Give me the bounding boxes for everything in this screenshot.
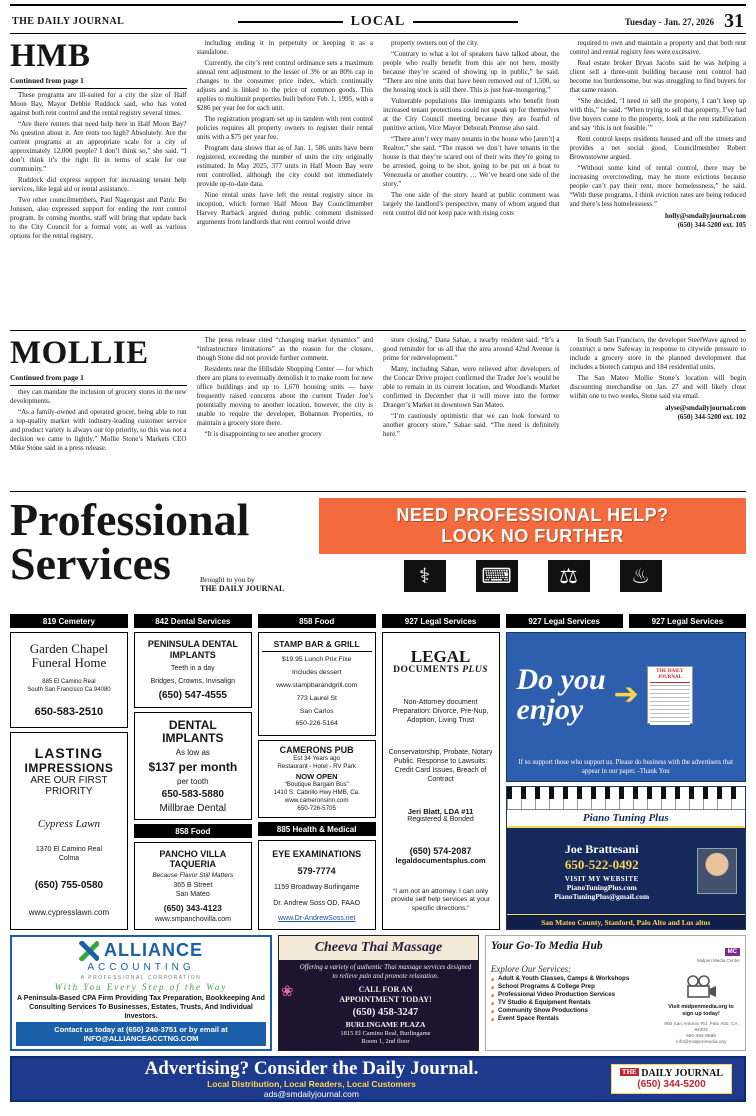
ad-price: $137 per month — [148, 759, 238, 774]
ad-title — [138, 719, 248, 745]
ad-person-name: Jeri Blatt, LDA #11 — [407, 807, 474, 817]
thumbnail-brand: THE DAILY JOURNAL — [650, 669, 690, 683]
address-line: San Mateo — [175, 890, 210, 898]
contact-email: alyse@smdailyjournal.com — [665, 404, 746, 412]
address-line: 1410 S. Cabrillo Hwy HMB, Ca. — [273, 788, 360, 796]
ad-business-name: Cypress Lawn — [37, 817, 101, 830]
hmb-column-2 — [197, 39, 374, 326]
paragraph: “As a family-owned and operated grocer, being able to run a top-quality market with industry-leading customer service and product variety is always our top priority, so this was not a decision we came to lightly,” Mollie Stone’s Markets CEO Mike Stone said in a press release. — [10, 408, 187, 452]
article-hmb — [10, 34, 746, 326]
ad-text-block: A Peninsula-Based CPA Firm Providing Tax Preparation, Bookkeeping And Consulting Services To Businesses, Estates, Trusts, And Individual Investors. — [17, 994, 265, 1020]
category-bar-dental: 842 Dental Services — [134, 614, 252, 628]
ad-headline-line: IMPRESSIONS — [24, 761, 114, 776]
piano-ad-body — [507, 828, 745, 914]
ad-title — [138, 849, 248, 869]
list-item: ■ TV Studio & Equipment Rentals — [491, 999, 658, 1007]
classified-column-legal — [382, 614, 500, 930]
mollie-column-1 — [10, 336, 187, 487]
category-bar-food: 858 Food — [258, 614, 376, 628]
paragraph: Program data shows that as of Jan. 1, 586 units have been registered, exceeding the number of units the city originally estimated. In May 2025, 377 units in Half Moon Bay were rent controlled, although the city could not immediately provide up-to-date data. — [196, 144, 373, 188]
list-item: ■ Adult & Youth Classes, Camps & Workshops — [491, 975, 658, 983]
ad-stamp-bar-grill — [258, 632, 376, 736]
ad-title — [138, 639, 248, 660]
brand-rest: DAILY JOURNAL — [641, 1068, 723, 1079]
ad-title-line2: Funeral Home — [31, 654, 107, 670]
paragraph: property owners out of the city. — [391, 39, 479, 47]
professional-services-banner — [10, 491, 746, 609]
midpen-logo-name: Midpen Media Center — [696, 958, 740, 963]
ad-text-line: Includes dessert — [291, 669, 342, 677]
ad-address — [138, 882, 248, 899]
enjoy-main — [507, 633, 745, 756]
address-line: San Carlos — [299, 707, 334, 715]
ad-address — [14, 846, 124, 863]
address-line: 1159 Broadway Burlingame — [273, 883, 360, 891]
mediahub-header — [491, 940, 740, 963]
ad-title-line2: IMPLANTS — [162, 730, 224, 745]
paragraph: including ending it in perpetuity or keeping it as a standalone. — [196, 39, 373, 56]
section-title — [238, 14, 519, 30]
cheeva-body — [279, 960, 478, 1050]
icon-glyph: ♨ — [631, 563, 650, 588]
icon-glyph: ⚖ — [559, 563, 578, 588]
ad-phone: (650) 755-0580 — [34, 880, 104, 892]
enjoy-line2: enjoy — [516, 692, 584, 726]
cta-line2: APPOINTMENT TODAY! — [339, 994, 432, 1004]
ad-phone: 650-583-5880 — [161, 788, 224, 800]
icon-glyph: ⚕ — [418, 563, 431, 588]
ad-title-line2: TAQUERIA — [169, 858, 216, 869]
need-help-banner — [319, 498, 746, 554]
piano-keys-image — [507, 787, 745, 809]
banner-subline: Local Distribution, Local Readers, Local Customers — [207, 1079, 416, 1089]
mollie-byline — [570, 404, 747, 422]
video-camera-icon — [684, 975, 718, 999]
alliance-header — [16, 940, 266, 961]
ad-phone: 579-7774 — [297, 865, 336, 876]
classified-ads-grid — [10, 614, 746, 930]
contact-phone: (650) 344-5200 ext. 105 — [677, 221, 746, 229]
ad-title: EYE EXAMINATIONS — [272, 848, 362, 859]
ad-email: PianoTuningPlus@gmail.com — [554, 891, 650, 901]
paragraph: “Without some kind of rental control, there may be increasing overcrowding, may be more evictions because people can’t pay their rent, more homelessness,” he said. “With these programs, I think eviction rates are being reduced and there’s less homelessness.” — [569, 164, 746, 208]
article-mollie — [10, 331, 746, 487]
brand-name: THE DAILY JOURNAL — [200, 584, 285, 593]
ad-tagline: With You Every Step of the Way — [54, 982, 228, 993]
ad-phone: (650) 547-4555 — [158, 690, 227, 701]
category-bar-legal: 927 Legal Services — [506, 614, 623, 628]
ad-text-line: “Boutique Bargain Bus” — [284, 780, 349, 788]
address-line: South San Francisco Ca 94080 — [27, 686, 111, 693]
ad-phone: 650-522-0492 — [564, 856, 639, 872]
ad-business-name: Millbrae Dental — [159, 802, 227, 814]
paragraph: “There aren’t very many tenants in the house who [aren’t] a Realtor,” she said. “The reason we don’t have tenants in the house is that they’re scared out of their wits they’re going to be arrested, going to be shot, going to be put on a boat to Venezuela or another country. … We’ve heard one side of the story.” — [383, 135, 560, 188]
ad-title: Cheeva Thai Massage — [279, 936, 478, 960]
ad-title-line2 — [386, 665, 496, 675]
ad-headline-line: PRIORITY — [45, 786, 93, 798]
paragraph: Vulnerable populations like immigrants who benefit from increased tenant protections could not speak up for themselves at the City Council meeting because they are fearful of punitive action, Vice Mayor Deborah Penrose also said. — [383, 97, 560, 132]
computer-icon — [476, 560, 518, 592]
masthead: THE DAILY JOURNAL — [12, 16, 125, 27]
ad-address — [14, 679, 124, 694]
paragraph: Currently, the city’s rent control ordinance sets a maximum annual rent adjustment to the lesser of 3% or an 80% cap in changes to the consumer price index, which continually adjusts and is linked to the price of common goods. This applies to multiunit properties built before Feb. 1, 1995, with a $286 per year fee for each unit. — [196, 59, 373, 112]
ad-text-block: Conservatorship, Probate, Notary Public. Response to Lawsuits: Credit Card Issues, Breach of Contract — [388, 749, 493, 784]
ad-email: info@midpenmedia.org — [676, 1040, 726, 1045]
hmb-column-3 — [383, 39, 560, 326]
ad-phone: 650-494-8686 — [686, 1034, 716, 1039]
classified-column-legal-double — [506, 614, 746, 930]
paragraph: The registration program set up in tandem with rent control policies requires all property owners to register their rental units with a $75 per year fee. — [196, 115, 373, 141]
page-number: 31 — [724, 10, 744, 32]
contact-email: holly@smdailyjournal.com — [665, 212, 746, 220]
list-item: ■ School Programs & College Prep — [491, 983, 658, 991]
address-line: 1815 El Camino Real, Burlingame — [340, 1029, 431, 1037]
joe-brattesani-photo — [697, 848, 737, 894]
ad-do-you-enjoy — [506, 632, 746, 782]
paragraph: These programs are ill-suited for a city the size of Half Moon Bay, Mayor Debbie Ruddock said, who has voted against both rent control and the rental registry several times. — [10, 91, 187, 117]
paragraph: The San Mateo Mollie Stone’s location will begin discounting merchandise on Jan. 27 and will likely close within one to two weeks, Stone said via email. — [569, 374, 746, 400]
ad-cypress-lawn — [10, 732, 128, 930]
ad-business-subname: ACCOUNTING — [87, 962, 195, 974]
ad-business-name: ALLIANCE — [104, 940, 203, 960]
paragraph: Nine rental units have left the rental registry since its inception, which former Half Moon Bay Councilmember Harvey Rarback argued during public comment dismissed arguments from landlords that rent control would drive — [196, 191, 373, 226]
piano-info — [515, 842, 689, 901]
banner-text-block — [24, 1059, 599, 1099]
hmb-byline — [570, 212, 747, 230]
ad-midpen-media-hub — [485, 935, 746, 1051]
address-line: 773 Laurel St — [296, 694, 337, 702]
mediahub-right — [662, 975, 740, 1046]
services-icon-row — [319, 560, 746, 592]
title-word: DOCUMENTS — [393, 665, 460, 676]
services-right — [315, 498, 746, 609]
banner-line1: NEED PROFESSIONAL HELP? — [396, 505, 669, 525]
paragraph: “She decided, ‘I need to sell the property, I can’t keep up with this,” he said. “When trying to sell that property, I’ve had five buyers come to the property, look at the rent stabilization and say ‘this is not feasible.’” — [569, 97, 746, 132]
address-line: Colma — [58, 854, 80, 862]
enjoy-line1: Do you — [516, 662, 606, 696]
classified-column-cemetery — [10, 614, 128, 930]
paragraph: Many, including Sahae, were relieved after developers of the Concar Drive project confirmed the Trader Joe’s would be able to remain in its current location, and Woodlands Market confirmed in December that it will move into the former Draeger’s Market in downtown San Mateo. — [383, 365, 560, 409]
ad-website: www.Dr-AndrewSoss.net — [277, 914, 356, 922]
enjoy-text — [516, 662, 606, 726]
ad-text-line: Restaurant - Hotel - RV Park — [277, 763, 356, 771]
ad-website: legaldocumentsplus.com — [395, 856, 486, 866]
paragraph: The press release cited “changing market dynamics” and “infrastructure limitations” as the reason for the closure, though Stone did not provide further comment. — [196, 336, 373, 362]
scales-of-justice-icon — [548, 560, 590, 592]
ad-phone: 650-583-2510 — [34, 706, 104, 719]
piano-service-area: San Mateo County, Stanford, Palo Alto and Los altos — [507, 914, 745, 929]
mollie-column-4 — [570, 336, 747, 487]
ad-text-line: Bridges, Crowns, Invisalign — [150, 678, 236, 685]
ad-registered: Registered & Bonded — [407, 816, 474, 824]
ad-text-line: Est 34 Years ago — [293, 755, 341, 763]
address-line: Room 1, 2nd floor — [361, 1037, 410, 1045]
contact-phone: (650) 344-5200 ext. 102 — [677, 413, 746, 421]
massage-icon — [620, 560, 662, 592]
visit-cta: Visit midpenmedia.org to sign up today! — [668, 1003, 734, 1017]
ad-website: www.cypresslawn.com — [28, 907, 110, 917]
ad-title: Your Go-To Media Hub — [490, 940, 603, 952]
address-line: 365 B Street — [173, 882, 213, 890]
paragraph: Two other councilmembers, Paul Nagengast and Patric Bo Jonsson, also expressed support for ending the rent control program. In coming months, staff will bring that update back to the City Council for a formal vote, as well as various options for the rental registry, — [10, 196, 187, 240]
newspaper-thumbnail — [647, 666, 693, 724]
ad-millbrae-dental — [134, 712, 252, 820]
category-bar-food: 858 Food — [134, 824, 252, 838]
banner-line2: LOOK NO FURTHER — [441, 526, 624, 546]
arrow-right-icon: ➔ — [613, 677, 639, 711]
list-item: ■ Event Space Rentals — [491, 1015, 658, 1023]
paragraph: Rent control keeps residents housed and off the streets and provides a net social good, Councilmember Robert Brownstowne argued. — [569, 135, 746, 161]
ad-title-line1: PANCHO VILLA — [159, 848, 227, 859]
ad-title-line1: LEGAL — [410, 647, 471, 667]
paragraph: required to own and maintain a property and that both rent control and rental registry fees were excessive. — [569, 39, 746, 56]
category-bar-health: 885 Health & Medical — [258, 822, 376, 836]
ad-cheeva-thai-massage — [278, 935, 479, 1051]
daily-journal-logo — [611, 1064, 732, 1094]
ad-pancho-villa — [134, 842, 252, 930]
ad-eye-examinations — [258, 840, 376, 930]
ad-title-line2: IMPLANTS — [169, 649, 216, 660]
title-word-plus: PLUS — [462, 665, 488, 676]
ad-cta — [299, 985, 472, 1004]
ad-doctor-name: Dr. Andrew Soss OD, FAAO — [273, 899, 361, 907]
services-title-block — [10, 494, 315, 609]
ad-phone: (650) 458-3247 — [352, 1006, 419, 1018]
brought-by-text: Brought to you by — [200, 575, 255, 584]
midpen-logo-icon: MC — [725, 948, 740, 956]
paragraph: “It is disappointing to see another grocery — [204, 430, 322, 438]
ad-title: STAMP BAR & GRILL — [262, 639, 372, 652]
alliance-logo-icon — [79, 941, 99, 961]
category-bar-legal: 927 Legal Services — [382, 614, 500, 628]
ad-text-block: Offering a variety of authentic Thai massage services designed to relieve pain and promote relaxation. — [299, 964, 472, 980]
ad-title — [386, 648, 496, 675]
ad-now-open: NOW OPEN — [295, 771, 338, 781]
ad-website: PianoTuningPlus.com — [566, 882, 637, 892]
list-item: ■ Professional Video Production Services — [491, 991, 658, 999]
flower-icon: ❀ — [281, 984, 294, 1000]
ad-text-line: As low as — [175, 747, 210, 757]
address-line: 885 El Camino Real — [42, 679, 96, 686]
ad-person-name: Joe Brattesani — [564, 841, 639, 856]
ad-place-name: BURLINGAME PLAZA — [345, 1020, 426, 1030]
paragraph: “I’m cautiously optimistic that we can look forward to another grocery store,” Sahae said. “The need is definitely here.” — [383, 412, 560, 438]
services-bullet-list — [491, 975, 658, 1046]
list-item: ■ Community Show Productions — [491, 1007, 658, 1015]
category-bar-legal: 927 Legal Services — [629, 614, 746, 628]
icon-glyph: ⌨ — [481, 563, 512, 588]
ad-legal-documents-plus — [382, 632, 500, 930]
brand-lockup — [620, 1068, 723, 1079]
hmb-headline: HMB — [10, 39, 91, 74]
ad-website: www.cameronsinn.com — [284, 796, 349, 804]
ad-text-line: $19.95 Lunch Prix Fixe — [281, 656, 352, 664]
ad-title: CAMERONS PUB — [279, 745, 354, 756]
classified-column-food — [258, 614, 376, 930]
paragraph: “Contrary to what a lot of speakers have talked about, the people who really benefit from this are not here, mostly because they’re scared of showing up in public,” he said. “There are nine units that have been removed out of 1,500, so the housing stock is still there. This is just fear-mongering.” — [383, 50, 560, 94]
hmb-column-4 — [570, 39, 747, 326]
paragraph: In South San Francisco, the developer SteelWave agreed to construct a new Safeway in response to citywide pressure to include a grocery store in the planned development that includes a biotech campus and 184 residential units. — [569, 336, 746, 371]
ad-camerons-pub — [258, 740, 376, 818]
ad-text-line: Teeth in a day — [171, 665, 215, 672]
ad-corp-line: A PROFESSIONAL CORPORATION — [80, 974, 202, 981]
banner-phone: (650) 344-5200 — [637, 1079, 706, 1090]
ad-title-line1: Garden Chapel — [29, 640, 109, 656]
ad-disclaimer: “I am not an attorney. I can only provide self help services at your specific directions.” — [391, 887, 491, 912]
paragraph: Residents near the Hillsdale Shopping Center — for which there are plans to eventually demolish it to make room for new office buildings and up to 1,670 housing units — have frequently raised concerns about the current Trader Joe’s potentially moving to another location, however, the city is unable to require the developer, Bohannon Properties, to maintain a grocery store there. — [196, 365, 373, 427]
mollie-column-2 — [197, 336, 374, 487]
mollie-column-3 — [383, 336, 560, 487]
advertising-banner — [10, 1056, 746, 1102]
ad-contact-bar: Contact us today at (650) 240-3751 or by email at INFO@ALLIANCEACCTNG.COM — [16, 1022, 266, 1046]
address-line: 900 San Antonio Rd. Palo Alto, CA 94303 — [664, 1022, 738, 1033]
ad-piano-tuning-plus — [506, 786, 746, 930]
services-title-line1: Professional — [10, 494, 250, 545]
bottom-ads-row — [10, 935, 746, 1051]
hmb-column-1 — [10, 39, 187, 326]
paragraph: Ruddock did express support for increasing tenant help services, like legal aid or rental assistance. — [10, 176, 187, 193]
double-category-bars — [506, 614, 746, 628]
mollie-continued-line: Continued from page 1 — [10, 373, 187, 386]
brought-to-you-by — [200, 575, 284, 593]
ad-garden-chapel — [10, 632, 128, 728]
mediahub-columns — [491, 975, 740, 1046]
paragraph: Real estate broker Bryan Jacobs said he was helping a client sell a three-unit building because rent control had become too burdensome, but was struggling to find buyers for that same reason. — [569, 59, 746, 94]
category-bar-cemetery: 819 Cemetery — [10, 614, 128, 628]
support-text: If so support those who support us. Please do business with the advertisers that appear in our paper. -Thank You — [518, 759, 733, 775]
address-line: 1370 El Camino Real — [35, 846, 103, 854]
ad-peninsula-dental — [134, 632, 252, 708]
midpen-logo — [697, 940, 740, 963]
services-title-line2: Services — [10, 538, 171, 589]
paragraph: The one side of the story heard at public comment was largely the landlord’s perspective, many of whom argued that rent control did not keep pace with rising costs — [383, 191, 560, 217]
brand-the: THE — [621, 1068, 637, 1076]
ad-phone: (650) 343-4123 — [163, 902, 222, 913]
paragraph: store closing,” Dana Sahae, a nearby resident said. “It’s a good reminder for us all that the area around 42nd Avenue is prime for redevelopment.” — [383, 336, 560, 362]
ad-phone: 650-226-5164 — [295, 720, 338, 728]
explore-services-label: Explore Our Services: — [490, 964, 572, 974]
ad-text-line: per tooth — [177, 776, 209, 786]
classified-column-dental — [134, 614, 252, 930]
piano-ad-title: Piano Tuning Plus — [507, 809, 745, 828]
ad-title — [14, 642, 124, 670]
paragraph: “Are there renters that need help here in Half Moon Bay? No question about it. Are rents too high? Absolutely. Are the current programs at an appropriate scale for a city of approximately 12,000 people? I don’t think so,” she said. “I don’t think it’s the right fit in terms of scale for our community.” — [10, 120, 187, 173]
ad-phone: 650-726-5705 — [297, 804, 336, 812]
ad-headline-line: ARE OUR FIRST — [30, 775, 108, 787]
ad-alliance-accounting — [10, 935, 272, 1051]
ad-cta: VISIT MY WEBSITE — [564, 874, 639, 883]
ad-title-line1: DENTAL — [168, 717, 217, 732]
banner-headline: Advertising? Consider the Daily Journal. — [144, 1058, 479, 1079]
hmb-continued-line: Continued from page 1 — [10, 76, 187, 89]
ad-title-line1: PENINSULA DENTAL — [147, 639, 238, 649]
thumbnail-text-lines — [650, 685, 690, 725]
ad-headline-line: LASTING — [34, 745, 104, 762]
banner-email: ads@smdailyjournal.com — [263, 1089, 359, 1099]
ad-phone: (650) 574-2087 — [409, 846, 472, 857]
paragraph: they can mandate the inclusion of grocery stores in the new developments. — [10, 388, 187, 405]
page-header — [10, 4, 746, 34]
mollie-headline: MOLLIE — [10, 336, 149, 371]
issue-date: Tuesday - Jan. 27, 2026 — [624, 16, 714, 27]
date-block — [518, 10, 744, 33]
ad-tagline: Because Flavor Still Matters — [152, 872, 234, 880]
ad-website: www.smpanchovilla.com — [154, 916, 231, 924]
section-label: LOCAL — [350, 13, 406, 29]
ad-website: www.stampbarandgrill.com — [276, 681, 358, 689]
medical-caduceus-icon — [404, 560, 446, 592]
cta-line1: CALL FOR AN — [358, 985, 413, 995]
mediahub-contact — [662, 1022, 740, 1046]
ad-text-block: Non-Attorney document Preparation: Divorce, Pre-Nup, Adoption, Living Trust — [392, 699, 489, 725]
